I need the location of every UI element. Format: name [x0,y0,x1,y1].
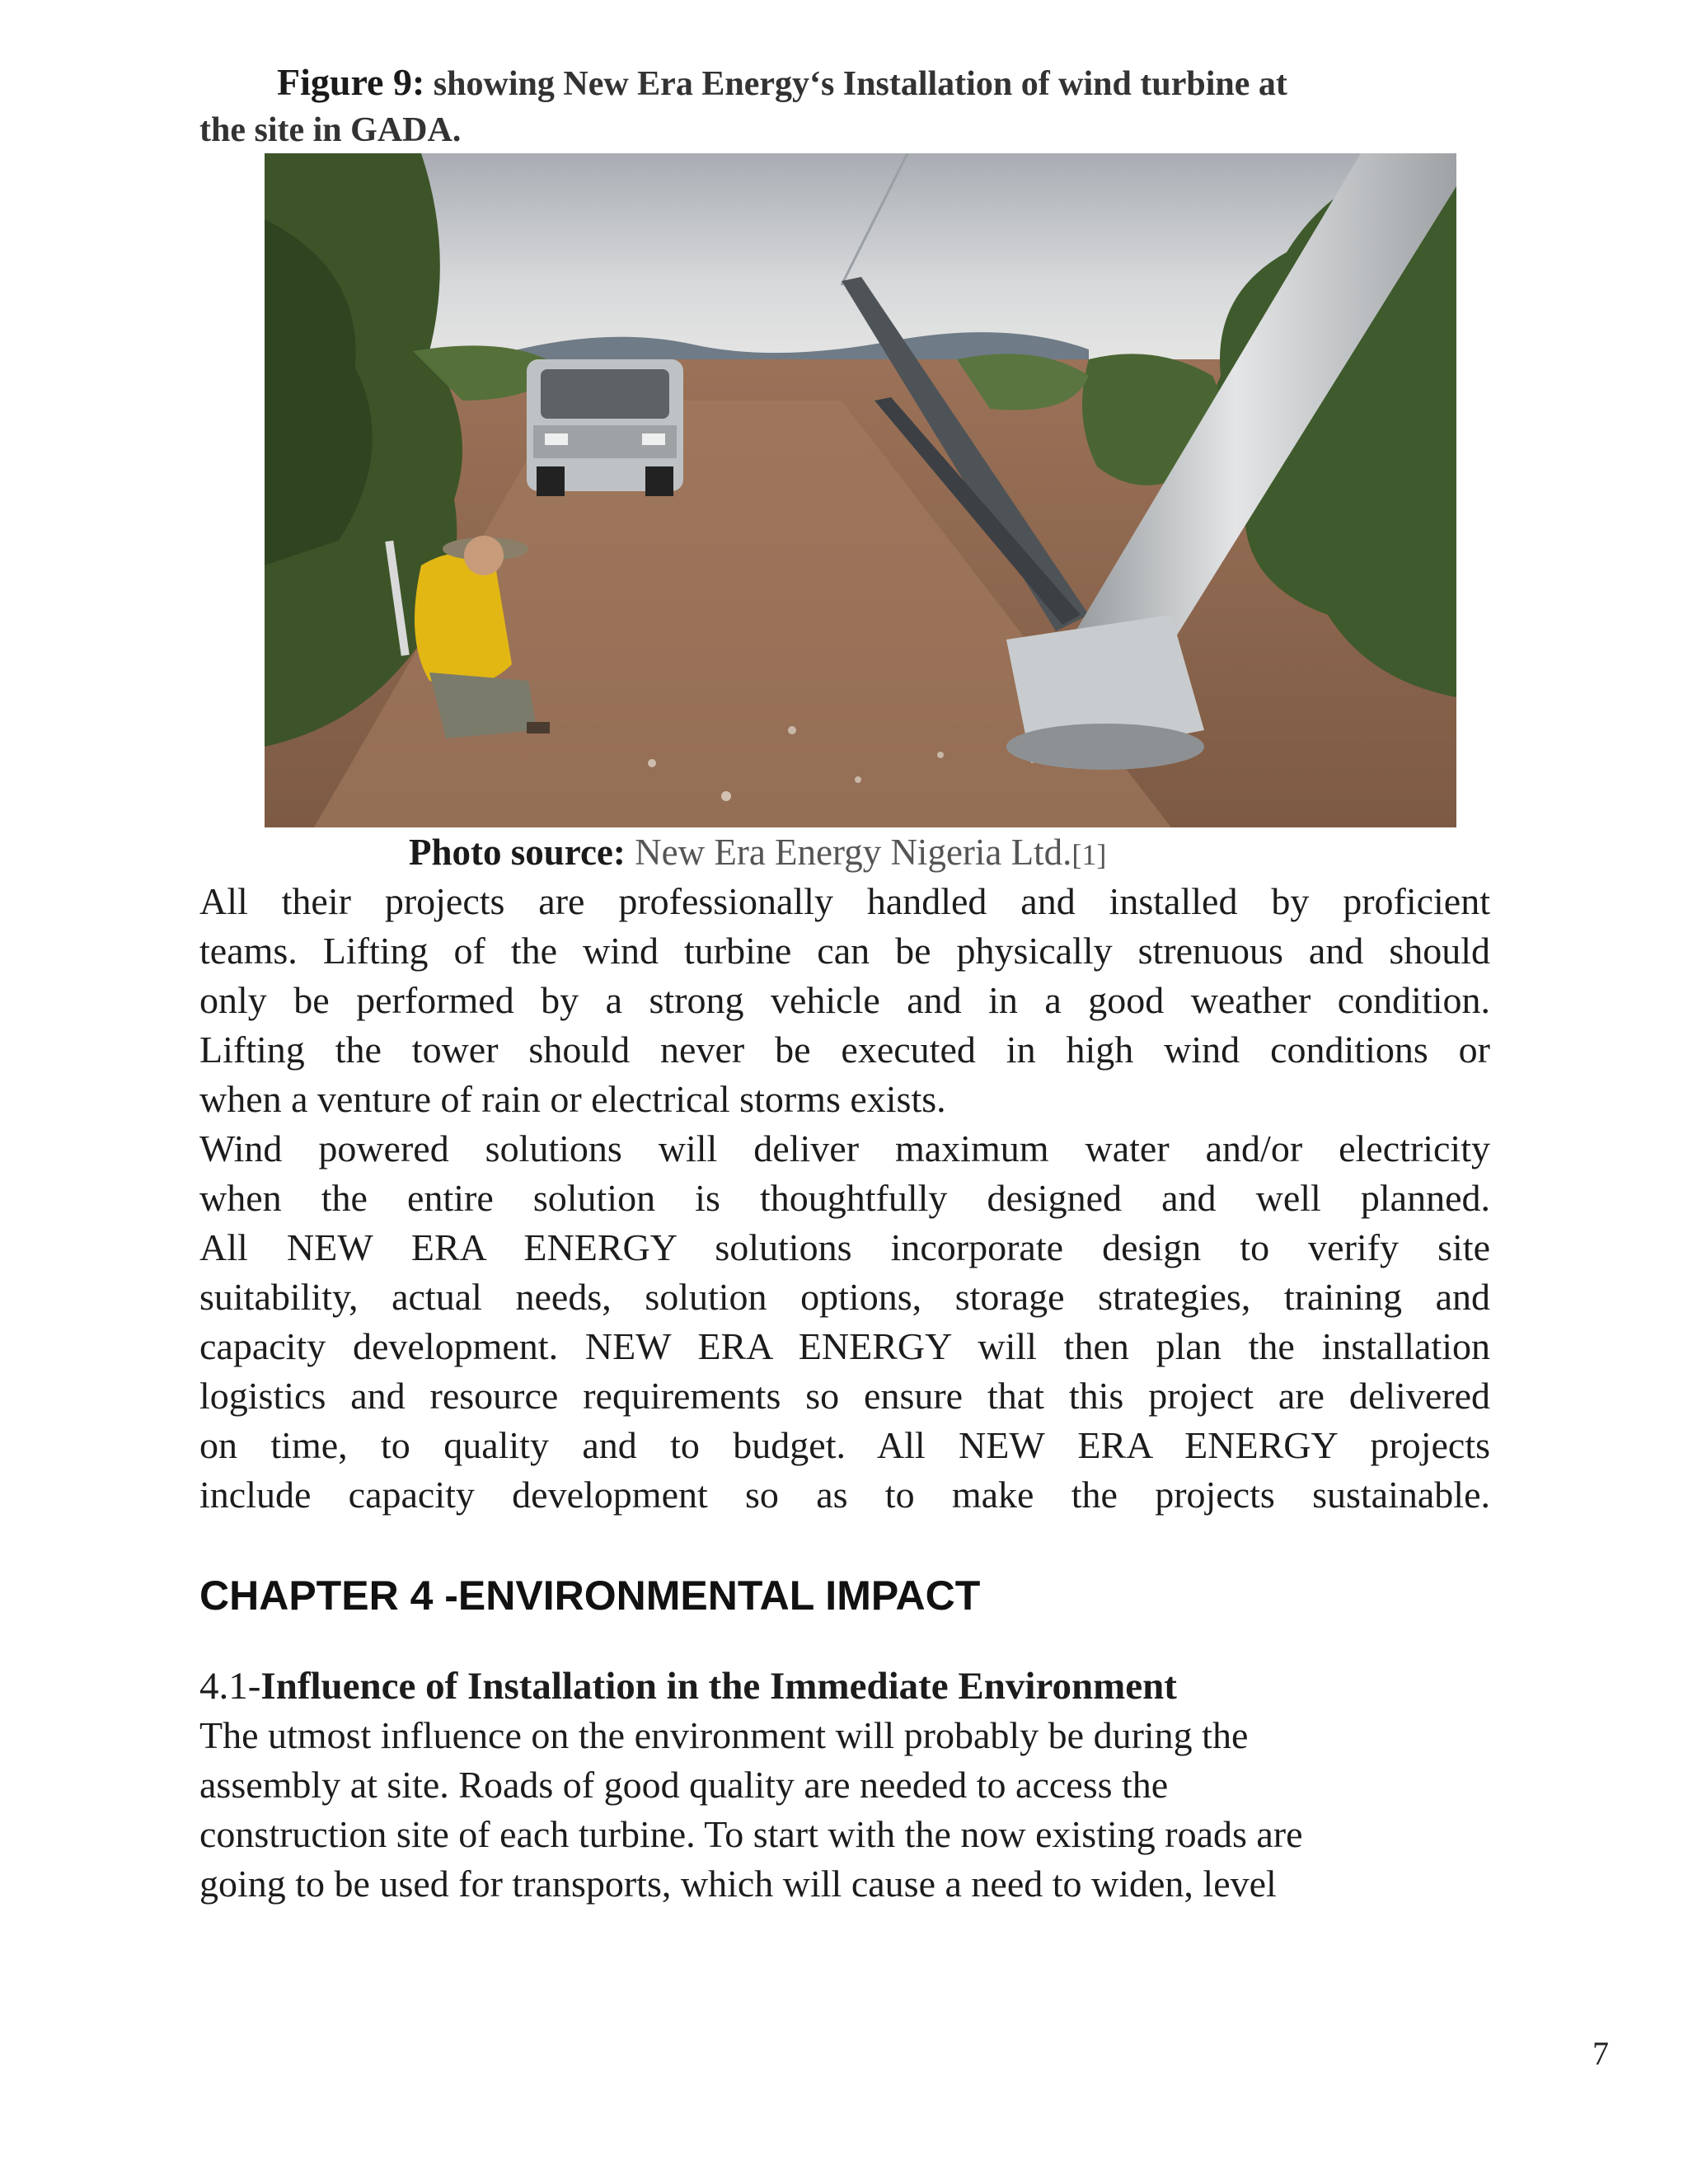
paragraph-line: construction site of each turbine. To start with the now existing roads are [199,1813,1303,1855]
paragraph-line: when a venture of rain or electrical storms exists. [199,1078,946,1120]
paragraph-line: assembly at site. Roads of good quality are needed to access the [199,1764,1169,1806]
chapter-heading: CHAPTER 4 -ENVIRONMENTAL IMPACT [199,1572,981,1619]
figure-number: Figure 9: [277,61,425,103]
caption-text: New Era Energy Nigeria Ltd. [635,832,1072,873]
figure-title-line1: showing New Era Energy‘s Installation of wind turbine at [433,65,1287,103]
paragraph-line: when the entire solution is thoughtfully designed and well planned. [199,1177,1490,1219]
photo-caption [409,827,1106,879]
paragraph-line: All their projects are professionally handled and installed by proficient [199,880,1490,922]
paragraph-line: include capacity development so as to make the projects sustainable. [199,1474,1490,1516]
section-number: 4.1- [199,1665,261,1708]
caption-reference: [1] [1071,838,1107,871]
paragraph-line: All NEW ERA ENERGY solutions incorporate design to verify site [199,1226,1490,1268]
paragraph-line: The utmost influence on the environment will probably be during the [199,1714,1249,1756]
paragraph-installation [199,877,1490,1124]
truck-shape [527,359,683,496]
caption-label: Photo source: [409,832,626,873]
paragraph-line: suitability, actual needs, solution options, storage strategies, training and [199,1276,1490,1318]
paragraph-line: teams. Lifting of the wind turbine can be physically strenuous and should [199,930,1490,972]
section-heading [199,1661,1177,1711]
figure-title [199,59,1502,153]
paragraph-line: logistics and resource requirements so ensure that this project are delivered [199,1375,1490,1417]
paragraph-line: Lifting the tower should never be executed in high wind conditions or [199,1029,1490,1071]
paragraph-line: on time, to quality and to budget. All NEW ERA ENERGY projects [199,1424,1490,1466]
paragraph-line: going to be used for transports, which will cause a need to widen, level [199,1863,1277,1905]
section-title: Influence of Installation in the Immediate Environment [260,1665,1177,1708]
wind-turbine-installation-photo [265,153,1456,827]
figure-title-line2: the site in GADA. [199,111,462,149]
page-number: 7 [1592,2035,1609,2072]
paragraph-line: Wind powered solutions will deliver maximum water and/or electricity [199,1127,1490,1169]
paragraph-line: only be performed by a strong vehicle and in a good weather condition. [199,979,1490,1021]
section-paragraph [199,1711,1518,1909]
paragraph-solutions [199,1124,1490,1520]
photo-illustration [265,153,1456,827]
paragraph-line: capacity development. NEW ERA ENERGY will then plan the installation [199,1325,1490,1367]
